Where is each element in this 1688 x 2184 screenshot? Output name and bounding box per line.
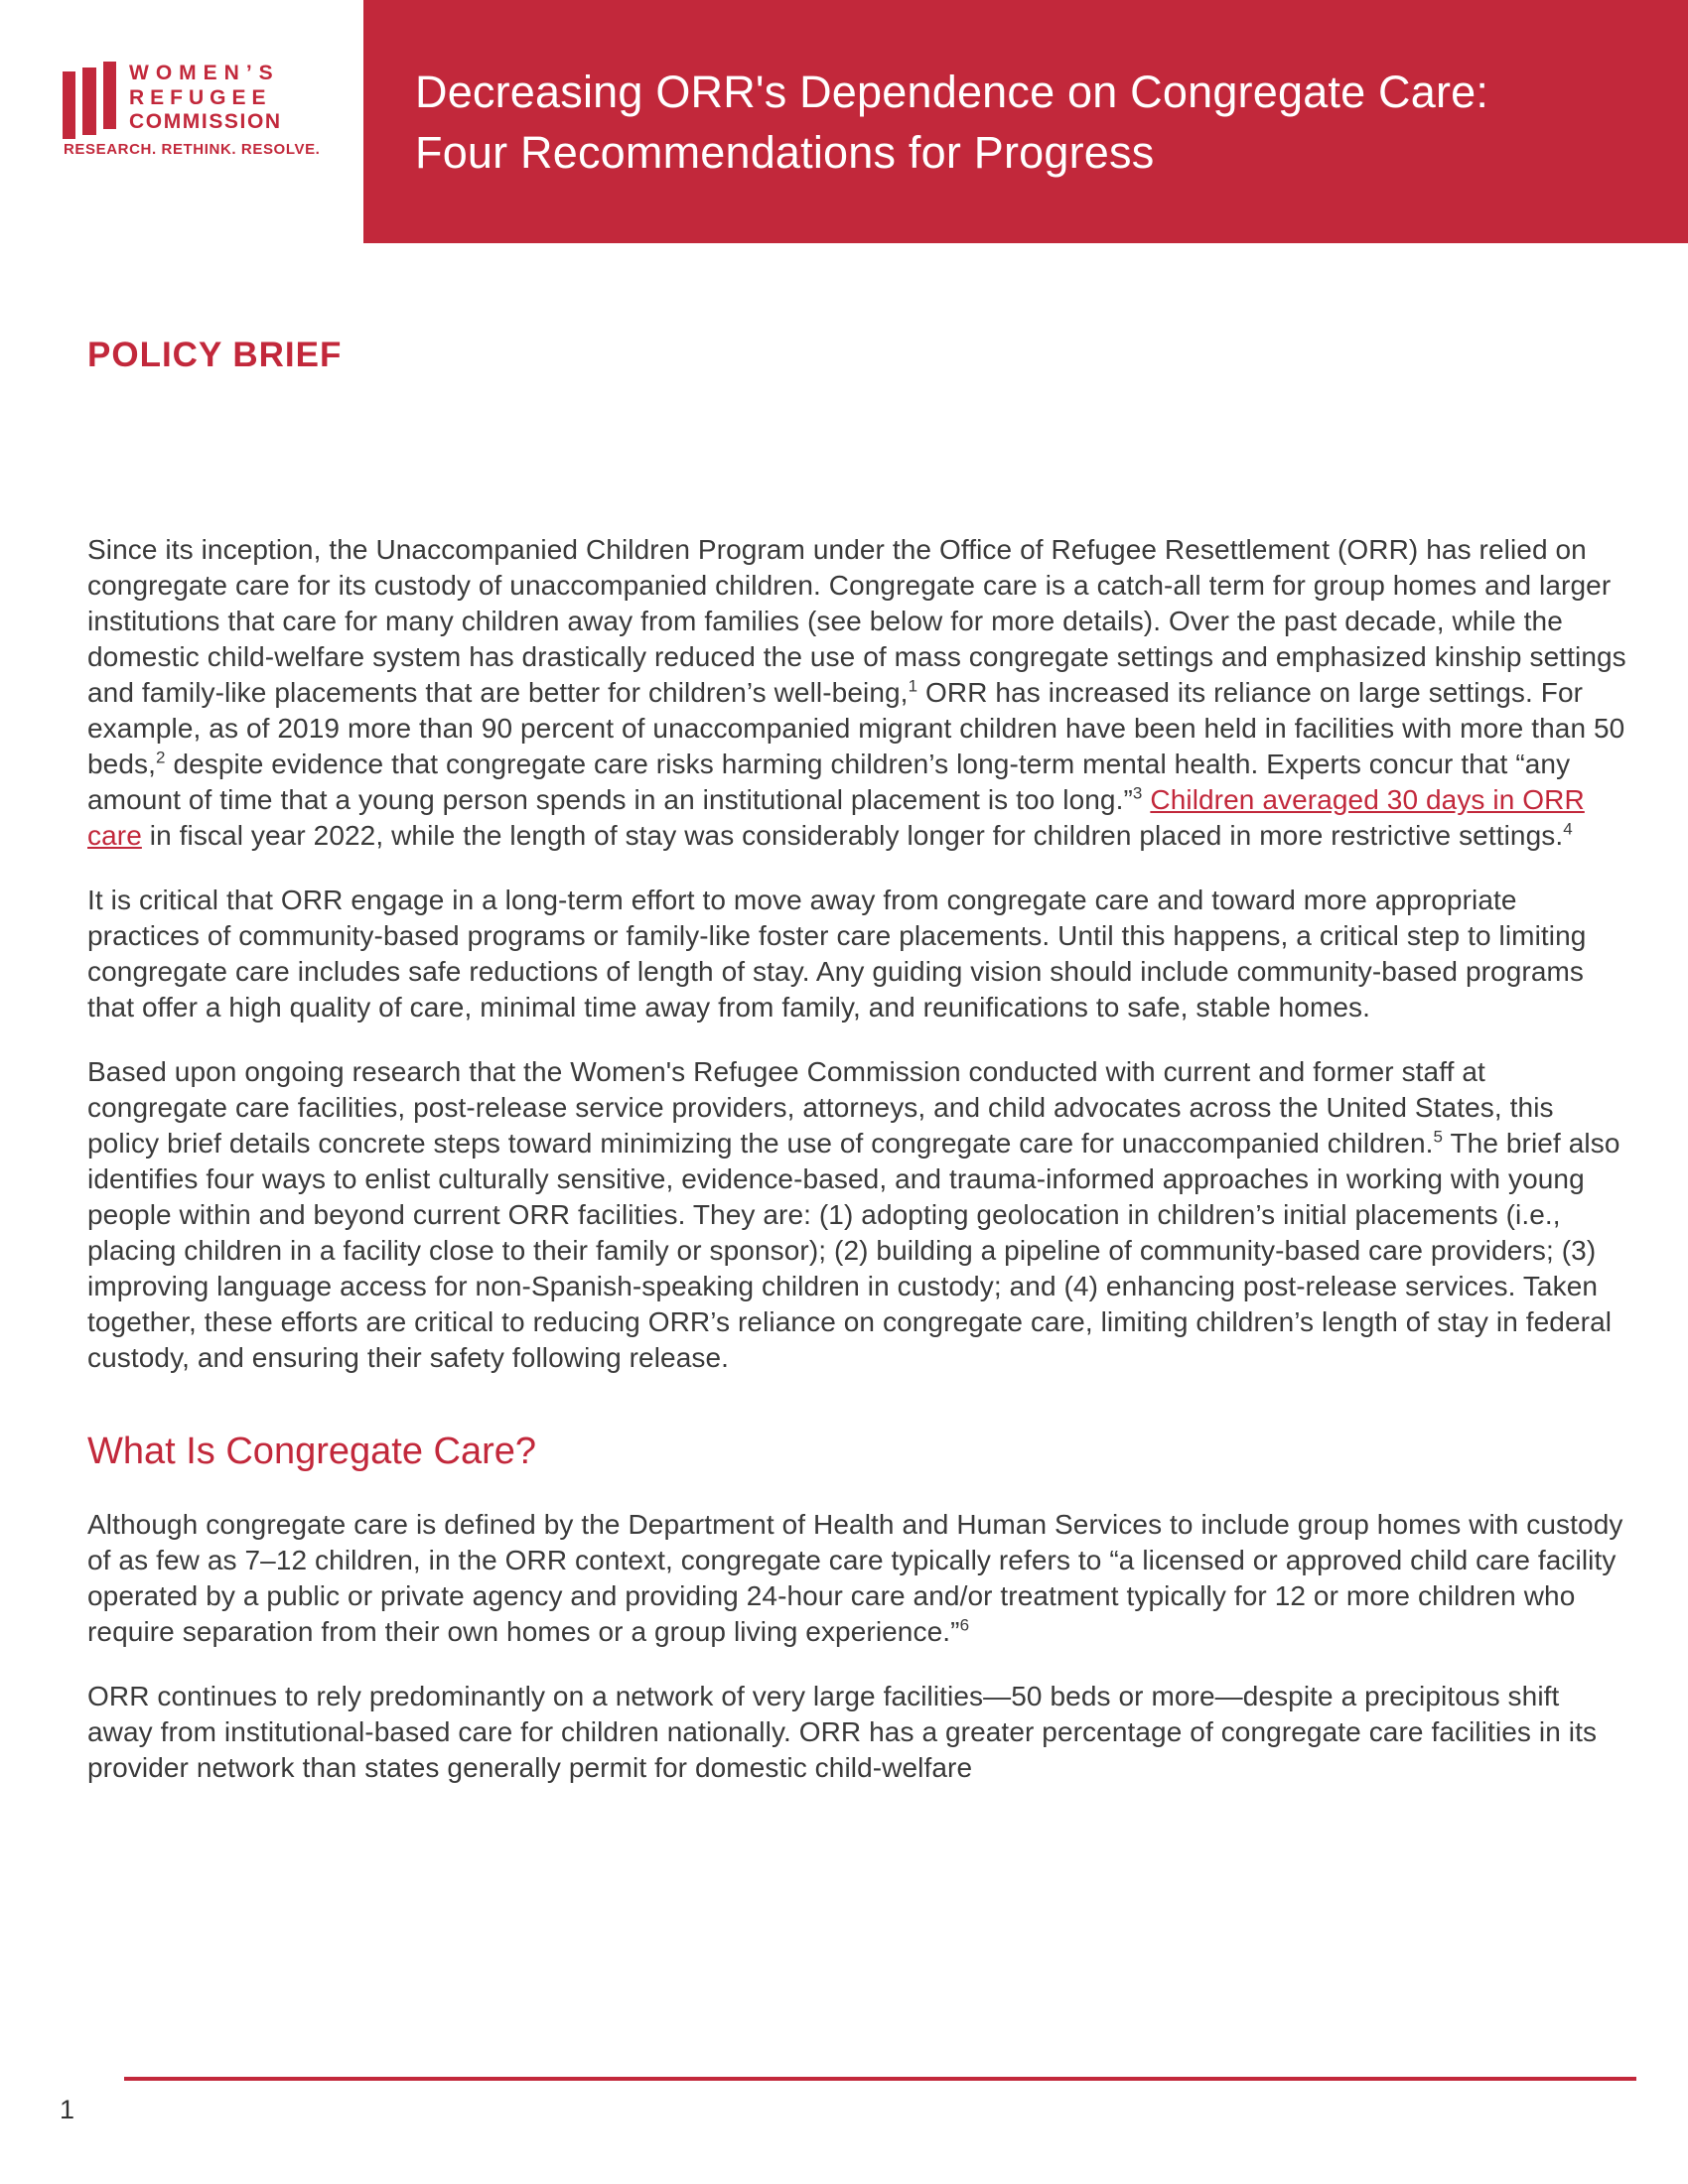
footer-rule xyxy=(124,2077,1636,2081)
footnote-ref: 1 xyxy=(908,676,918,696)
body-content xyxy=(87,532,1628,1786)
wrc-logo-wordmark xyxy=(129,62,282,135)
title-banner xyxy=(363,0,1688,243)
logo-word-refugee: REFUGEE xyxy=(129,85,272,109)
text-run: ORR has increased its reliance on large settings. For example, as of 2019 more than 90 percent of unaccompanied migrant children have been held in facilities with more than 50 beds, xyxy=(87,677,1625,779)
document-title-line2: Four Recommendations for Progress xyxy=(415,126,1155,178)
paragraph xyxy=(87,1507,1628,1650)
text-run: Since its inception, the Unaccompanied Children Program under the Office of Refugee Resettlement (ORR) has relied on congregate care for its custody of unaccompanied children. Congregate care is a catch-all term for group homes and larger institutions that care for many children away from families (see below for more details). Over the past decade, while the domestic child-welfare system has drastically reduced the use of mass congregate settings and emphasized kinship settings and family-like placements that are better for children’s well-being, xyxy=(87,534,1626,708)
text-run: Although congregate care is defined by the Department of Health and Human Services to include group homes with custody of as few as 7–12 children, in the ORR context, congregate care typically refers to “a licensed or approved child care facility operated by a public or private agency and providing 24-hour care and/or treatment typically for 12 or more children who require separation from their own homes or a group living experience.” xyxy=(87,1509,1623,1647)
logo-word-commission: COMMISSION xyxy=(129,110,282,133)
footnote-ref: 2 xyxy=(156,748,166,767)
children-averaged-30-days-link[interactable]: Children averaged 30 days in ORR care xyxy=(87,784,1585,851)
document-body xyxy=(87,336,1628,1815)
logo-word-womens: WOMEN’S xyxy=(129,62,280,84)
text-run: It is critical that ORR engage in a long-term effort to move away from congregate care and toward more appropriate practices of community-based programs or family-like foster care placements. Until this happens, a critical step to limiting congregate care includes safe reductions of length of stay. Any guiding vision should include community-based programs that offer a high quality of care, minimal time away from family, and reunifications to safe, stable homes. xyxy=(87,885,1587,1023)
paragraph xyxy=(87,883,1628,1025)
paragraph xyxy=(87,1679,1628,1786)
wrc-logo-bars-icon xyxy=(63,57,116,139)
footnote-ref: 4 xyxy=(1563,819,1573,839)
page-number: 1 xyxy=(60,2095,75,2124)
text-run: Based upon ongoing research that the Women's Refugee Commission conducted with current and former staff at congregate care facilities, post-release service providers, attorneys, and child advocates across the United States, this policy brief details concrete steps toward minimizing the use of congregate care for unaccompanied children. xyxy=(87,1056,1554,1159)
paragraph xyxy=(87,532,1628,854)
text-run: despite evidence that congregate care risks harming children’s long-term mental health. Experts concur that “any amount of time that a young person spends in an institutional placement is too long.” xyxy=(87,749,1571,815)
wrc-logo-tagline: RESEARCH. RETHINK. RESOLVE. xyxy=(64,141,321,158)
document-title xyxy=(415,62,1688,183)
logo-bar xyxy=(82,68,96,135)
text-run: ORR continues to rely predominantly on a network of very large facilities—50 beds or more—despite a precipitous shift away from institutional-based care for children nationally. ORR has a greater percentage of congregate care facilities in its provider network than states generally permit for domestic child-welfare xyxy=(87,1681,1598,1783)
document-title-line1: Decreasing ORR's Dependence on Congregate Care: xyxy=(415,66,1489,117)
footnote-ref: 5 xyxy=(1433,1127,1444,1147)
logo-bar xyxy=(103,62,116,129)
paragraph xyxy=(87,1054,1628,1376)
logo-bar xyxy=(63,71,75,139)
footnote-ref: 6 xyxy=(959,1615,970,1635)
footnote-ref: 3 xyxy=(1132,783,1143,803)
text-run: The brief also identifies four ways to enlist culturally sensitive, evidence-based, and trauma-informed approaches in working with young people within and beyond current ORR facilities. They are: (1) adopting geolocation in children’s initial placements (i.e., placing children in a facility close to their family or sponsor); (2) building a pipeline of community-based care providers; (3) improving language access for non-Spanish-speaking children in custody; and (4) enhancing post-release services. Taken together, these efforts are critical to reducing ORR’s reliance on congregate care, limiting children’s length of stay in federal custody, and ensuring their safety following release. xyxy=(87,1128,1620,1373)
text-run: in fiscal year 2022, while the length of stay was considerably longer for children placed in more restrictive settings. xyxy=(141,820,1564,851)
policy-brief-kicker: POLICY BRIEF xyxy=(87,336,343,374)
section-heading: What Is Congregate Care? xyxy=(87,1431,537,1472)
wrc-logo xyxy=(63,57,341,166)
